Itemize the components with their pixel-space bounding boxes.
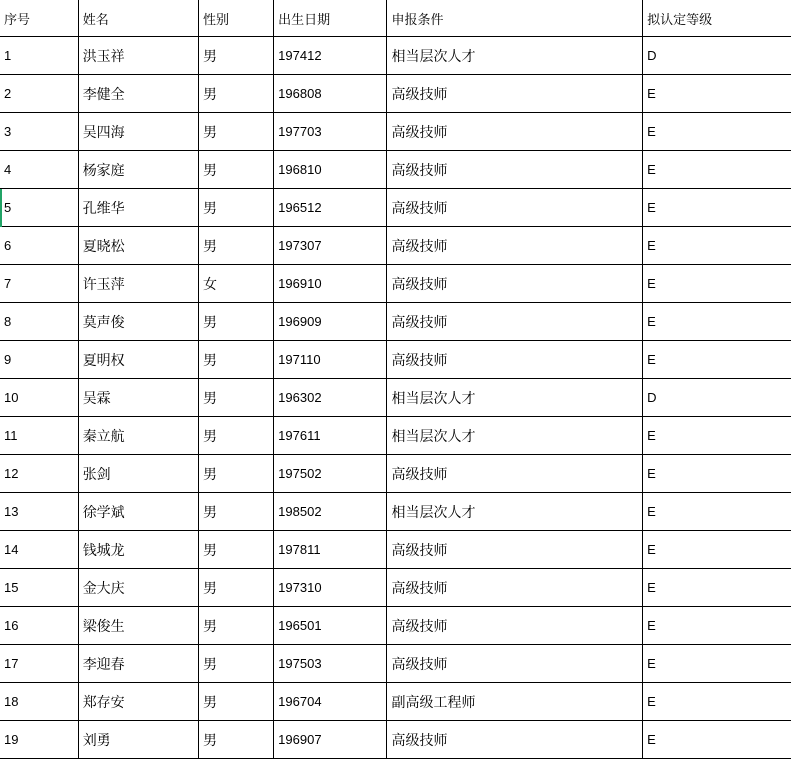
- cell-index[interactable]: 15: [0, 569, 78, 607]
- cell-name[interactable]: 夏明权: [78, 341, 198, 379]
- cell-level[interactable]: E: [643, 113, 791, 151]
- cell-condition[interactable]: 高级技师: [387, 607, 643, 645]
- header-cell-name: 姓名: [78, 0, 198, 37]
- cell-condition[interactable]: 高级技师: [387, 531, 643, 569]
- table-row[interactable]: [0, 721, 791, 759]
- header-cell-level: 拟认定等级: [643, 0, 791, 37]
- cell-condition[interactable]: 高级技师: [387, 455, 643, 493]
- cell-gender[interactable]: 男: [198, 569, 273, 607]
- cell-birth[interactable]: 196512: [274, 189, 387, 227]
- cell-index[interactable]: 9: [0, 341, 78, 379]
- cell-level[interactable]: E: [643, 341, 791, 379]
- table-row[interactable]: [0, 683, 791, 721]
- cell-index[interactable]: 5: [0, 189, 78, 227]
- cell-name[interactable]: 徐学斌: [78, 493, 198, 531]
- cell-birth[interactable]: 196501: [274, 607, 387, 645]
- cell-gender[interactable]: 男: [198, 531, 273, 569]
- header-cell-index: 序号: [0, 0, 78, 37]
- cell-level[interactable]: E: [643, 455, 791, 493]
- cell-birth[interactable]: 198502: [274, 493, 387, 531]
- cell-index[interactable]: 12: [0, 455, 78, 493]
- cell-index[interactable]: 10: [0, 379, 78, 417]
- cell-condition[interactable]: 高级技师: [387, 151, 643, 189]
- cell-gender[interactable]: 男: [198, 341, 273, 379]
- cell-name[interactable]: 吴四海: [78, 113, 198, 151]
- cell-birth[interactable]: 196302: [274, 379, 387, 417]
- cell-name[interactable]: 秦立航: [78, 417, 198, 455]
- cell-birth[interactable]: 196810: [274, 151, 387, 189]
- cell-condition[interactable]: 副高级工程师: [387, 683, 643, 721]
- cell-gender[interactable]: 男: [198, 493, 273, 531]
- table-row[interactable]: [0, 569, 791, 607]
- table-row[interactable]: [0, 227, 791, 265]
- cell-birth[interactable]: 197811: [274, 531, 387, 569]
- table-row[interactable]: [0, 303, 791, 341]
- cell-name[interactable]: 梁俊生: [78, 607, 198, 645]
- cell-name[interactable]: 洪玉祥: [78, 37, 198, 75]
- cell-level[interactable]: E: [643, 645, 791, 683]
- cell-gender[interactable]: 男: [198, 303, 273, 341]
- cell-level[interactable]: E: [643, 227, 791, 265]
- cell-level[interactable]: E: [643, 265, 791, 303]
- cell-index[interactable]: 14: [0, 531, 78, 569]
- cell-level[interactable]: E: [643, 569, 791, 607]
- cell-birth[interactable]: 197110: [274, 341, 387, 379]
- cell-condition[interactable]: 相当层次人才: [387, 379, 643, 417]
- cell-index[interactable]: 18: [0, 683, 78, 721]
- cell-condition[interactable]: 高级技师: [387, 265, 643, 303]
- cell-index[interactable]: 11: [0, 417, 78, 455]
- cell-gender[interactable]: 女: [198, 265, 273, 303]
- cell-birth[interactable]: 197611: [274, 417, 387, 455]
- cell-name[interactable]: 张剑: [78, 455, 198, 493]
- cell-name[interactable]: 金大庆: [78, 569, 198, 607]
- cell-gender[interactable]: 男: [198, 113, 273, 151]
- cell-level[interactable]: E: [643, 721, 791, 759]
- cell-name[interactable]: 孔维华: [78, 189, 198, 227]
- cell-index[interactable]: 13: [0, 493, 78, 531]
- cell-level[interactable]: E: [643, 531, 791, 569]
- cell-condition[interactable]: 高级技师: [387, 645, 643, 683]
- cell-name[interactable]: 吴霖: [78, 379, 198, 417]
- cell-name[interactable]: 郑存安: [78, 683, 198, 721]
- cell-index[interactable]: 6: [0, 227, 78, 265]
- cell-index[interactable]: 1: [0, 37, 78, 75]
- cell-condition[interactable]: 高级技师: [387, 569, 643, 607]
- cell-birth[interactable]: 197503: [274, 645, 387, 683]
- cell-level[interactable]: E: [643, 607, 791, 645]
- table-row[interactable]: [0, 417, 791, 455]
- cell-name[interactable]: 许玉萍: [78, 265, 198, 303]
- cell-level[interactable]: D: [643, 379, 791, 417]
- cell-gender[interactable]: 男: [198, 683, 273, 721]
- cell-condition[interactable]: 高级技师: [387, 341, 643, 379]
- cell-condition[interactable]: 高级技师: [387, 189, 643, 227]
- cell-gender[interactable]: 男: [198, 645, 273, 683]
- table-row[interactable]: [0, 265, 791, 303]
- cell-name[interactable]: 李健全: [78, 75, 198, 113]
- cell-condition[interactable]: 相当层次人才: [387, 37, 643, 75]
- cell-name[interactable]: 钱城龙: [78, 531, 198, 569]
- cell-level[interactable]: E: [643, 75, 791, 113]
- cell-birth[interactable]: 197502: [274, 455, 387, 493]
- header-cell-condition: 申报条件: [387, 0, 643, 37]
- cell-name[interactable]: 莫声俊: [78, 303, 198, 341]
- table-row[interactable]: [0, 113, 791, 151]
- cell-index[interactable]: 3: [0, 113, 78, 151]
- cell-index[interactable]: 8: [0, 303, 78, 341]
- cell-level[interactable]: E: [643, 303, 791, 341]
- cell-birth[interactable]: 197412: [274, 37, 387, 75]
- table-row[interactable]: [0, 645, 791, 683]
- cell-level[interactable]: E: [643, 683, 791, 721]
- table-header-row: [0, 0, 791, 37]
- cell-condition[interactable]: 高级技师: [387, 75, 643, 113]
- header-cell-birth: 出生日期: [274, 0, 387, 37]
- cell-gender[interactable]: 男: [198, 417, 273, 455]
- cell-level[interactable]: D: [643, 37, 791, 75]
- cell-condition[interactable]: 高级技师: [387, 721, 643, 759]
- cell-birth[interactable]: 197307: [274, 227, 387, 265]
- cell-level[interactable]: E: [643, 189, 791, 227]
- cell-index[interactable]: 16: [0, 607, 78, 645]
- cell-birth[interactable]: 197703: [274, 113, 387, 151]
- table-row[interactable]: [0, 531, 791, 569]
- cell-index[interactable]: 2: [0, 75, 78, 113]
- table-row[interactable]: [0, 189, 791, 227]
- cell-gender[interactable]: 男: [198, 151, 273, 189]
- cell-level[interactable]: E: [643, 493, 791, 531]
- table-row[interactable]: [0, 379, 791, 417]
- cell-birth[interactable]: 196910: [274, 265, 387, 303]
- header-cell-gender: 性别: [198, 0, 273, 37]
- table-row[interactable]: [0, 455, 791, 493]
- cell-gender[interactable]: 男: [198, 37, 273, 75]
- cell-index[interactable]: 4: [0, 151, 78, 189]
- table-row[interactable]: [0, 75, 791, 113]
- cell-birth[interactable]: 196808: [274, 75, 387, 113]
- cell-level[interactable]: E: [643, 417, 791, 455]
- cell-index[interactable]: 7: [0, 265, 78, 303]
- table-row[interactable]: [0, 493, 791, 531]
- cell-condition[interactable]: 高级技师: [387, 303, 643, 341]
- cell-birth[interactable]: 196704: [274, 683, 387, 721]
- cell-name[interactable]: 杨家庭: [78, 151, 198, 189]
- cell-gender[interactable]: 男: [198, 75, 273, 113]
- cell-gender[interactable]: 男: [198, 189, 273, 227]
- table-row[interactable]: [0, 341, 791, 379]
- cell-condition[interactable]: 高级技师: [387, 113, 643, 151]
- cell-condition[interactable]: 高级技师: [387, 227, 643, 265]
- cell-name[interactable]: 夏晓松: [78, 227, 198, 265]
- cell-gender[interactable]: 男: [198, 455, 273, 493]
- cell-birth[interactable]: 196907: [274, 721, 387, 759]
- cell-birth[interactable]: 196909: [274, 303, 387, 341]
- cell-level[interactable]: E: [643, 151, 791, 189]
- row-selection-marker: [0, 189, 2, 227]
- cell-gender[interactable]: 男: [198, 721, 273, 759]
- cell-birth[interactable]: 197310: [274, 569, 387, 607]
- cell-name[interactable]: 李迎春: [78, 645, 198, 683]
- cell-gender[interactable]: 男: [198, 607, 273, 645]
- cell-index[interactable]: 17: [0, 645, 78, 683]
- table-row[interactable]: [0, 151, 791, 189]
- cell-gender[interactable]: 男: [198, 227, 273, 265]
- cell-name[interactable]: 刘勇: [78, 721, 198, 759]
- table-row[interactable]: [0, 37, 791, 75]
- cell-condition[interactable]: 相当层次人才: [387, 493, 643, 531]
- table-row[interactable]: [0, 607, 791, 645]
- cell-index[interactable]: 19: [0, 721, 78, 759]
- cell-gender[interactable]: 男: [198, 379, 273, 417]
- cell-condition[interactable]: 相当层次人才: [387, 417, 643, 455]
